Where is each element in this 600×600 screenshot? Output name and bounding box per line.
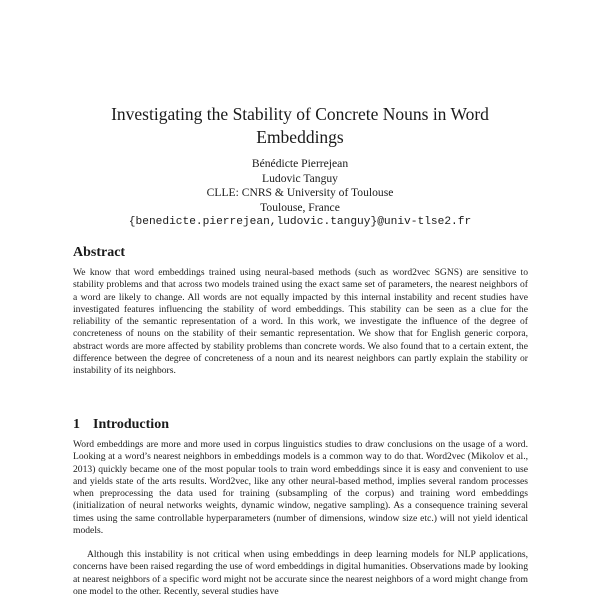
author-block: [70, 157, 530, 230]
author-affiliation: CLLE: CNRS & University of Toulouse: [206, 186, 394, 200]
section-number: 1: [73, 417, 80, 432]
introduction-paragraph: Although this instability is not critical when using embeddings in deep learning models for NLP applications, concerns have been raised regarding the use of word embeddings in digital humanities. Observations made by looking at nearest neighbors of a specific word might not be accurate since the nearest neighbors of a word might change from one model to the other. Recently, several studies have: [73, 549, 528, 597]
author-email: {benedicte.pierrejean,ludovic.tanguy}@univ-tlse2.fr: [128, 216, 472, 229]
abstract-heading: Abstract: [73, 245, 126, 260]
paper-title: Investigating the Stability of Concrete Nouns in Word Embeddings: [111, 104, 489, 147]
section-heading: [73, 417, 169, 433]
author-location: Toulouse, France: [260, 200, 340, 214]
introduction-paragraph: Word embeddings are more and more used in corpus linguistics studies to draw conclusions on the usage of a word. Looking at a word’s nearest neighbors in embeddings models is a common way to do that. Word2vec (Mikolov et al., 2013) quickly became one of the most popular tools to train word embeddings since it is easy and convenient to use and yields state of the arts results. Word2vec, like any other neural-based method, implies several random processes when preprocessing the data used for training (subsampling of the corpus) and training word embeddings (initialization of neural networks weights, dynamic window, negative sampling). As a consequence training several times using the same controllable hyperparameters (number of dimensions, window size etc.) will not yield identical models.: [73, 439, 528, 537]
abstract-text: We know that word embeddings trained using neural-based methods (such as word2vec SGNS) are sensitive to stability problems and that across two models trained using the exact same set of parameters, the nearest neighbors of a word are likely to change. All words are not equally impacted by this internal instability and recent studies have investigated features influencing the stability of word embeddings. This stability can be seen as a clue for the reliability of the semantic representation of a word. In this work, we investigate the influence of the degree of concreteness of nouns on the stability of their semantic representation. We show that for English generic corpora, abstract words are more affected by stability problems than concrete words. We also found that to a certain extent, the difference between the degree of concreteness of a noun and its nearest neighbors can partly explain the stability or instability of its neighbors.: [73, 267, 528, 377]
section-title: Introduction: [93, 417, 169, 432]
author-name: Bénédicte Pierrejean: [251, 157, 349, 170]
author-name: Ludovic Tanguy: [262, 171, 338, 185]
